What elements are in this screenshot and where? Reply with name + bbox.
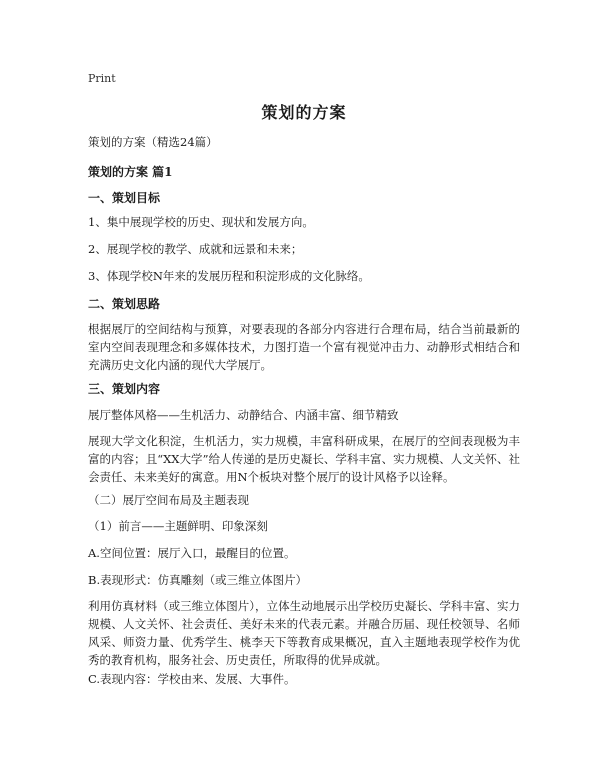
style-paragraph: 展现大学文化积淀，生机活力，实力规模，丰富科研成果，在展厅的空间表现极为丰富的内容；且“XX大学”给人传递的是历史凝长、学科丰富、实力规模、人文关怀、社会责任、未来美好的寓意。用N个板块对整个展厅的设计风格予以诠释。 bbox=[88, 434, 520, 484]
item-b-paragraph: 利用仿真材料（或三维立体图片），立体生动地展示出学校历史凝长、学科丰富、实力规模、人文关怀、社会责任、美好未来的代表元素。并融合历届、现任校领导、名师风采、师资力量、优秀学生、桃李天下等教育成果概况，直入主题地表现学校作为优秀的教育机构，服务社会、历史责任，所取得的优异成就。 bbox=[88, 599, 520, 667]
item-a: A.空间位置：展厅入口，最醒目的位置。 bbox=[88, 546, 296, 560]
heading-ideas: 二、策划思路 bbox=[88, 297, 161, 311]
document-title: 策划的方案 bbox=[261, 103, 347, 122]
section-title: 策划的方案 篇1 bbox=[88, 165, 173, 179]
goal-item-3: 3、体现学校N年来的发展历程和积淀形成的文化脉络。 bbox=[88, 269, 370, 283]
print-label: Print bbox=[88, 72, 116, 85]
document-subtitle: 策划的方案（精选24篇） bbox=[88, 135, 218, 149]
heading-content: 三、策划内容 bbox=[88, 382, 161, 396]
subsection-layout: （二）展厅空间布局及主题表现 bbox=[88, 493, 249, 507]
goal-item-1: 1、集中展现学校的历史、现状和发展方向。 bbox=[88, 215, 314, 229]
item-b: B.表现形式：仿真雕刻（或三维立体图片） bbox=[88, 573, 308, 587]
subsection-preface: （1）前言——主题鲜明、印象深刻 bbox=[88, 519, 268, 533]
heading-goals: 一、策划目标 bbox=[88, 191, 161, 205]
goal-item-2: 2、展现学校的教学、成就和远景和未来； bbox=[88, 242, 303, 256]
ideas-paragraph: 根据展厅的空间结构与预算，对要表现的各部分内容进行合理布局，结合当前最新的室内空间表现理念和多媒体技术，力图打造一个富有视觉冲击力、动静形式相结合和充满历史文化内涵的现代大学展厅。 bbox=[88, 322, 520, 372]
style-line: 展厅整体风格——生机活力、动静结合、内涵丰富、细节精致 bbox=[88, 408, 399, 422]
item-c: C.表现内容：学校由来、发展、大事件。 bbox=[88, 672, 296, 686]
